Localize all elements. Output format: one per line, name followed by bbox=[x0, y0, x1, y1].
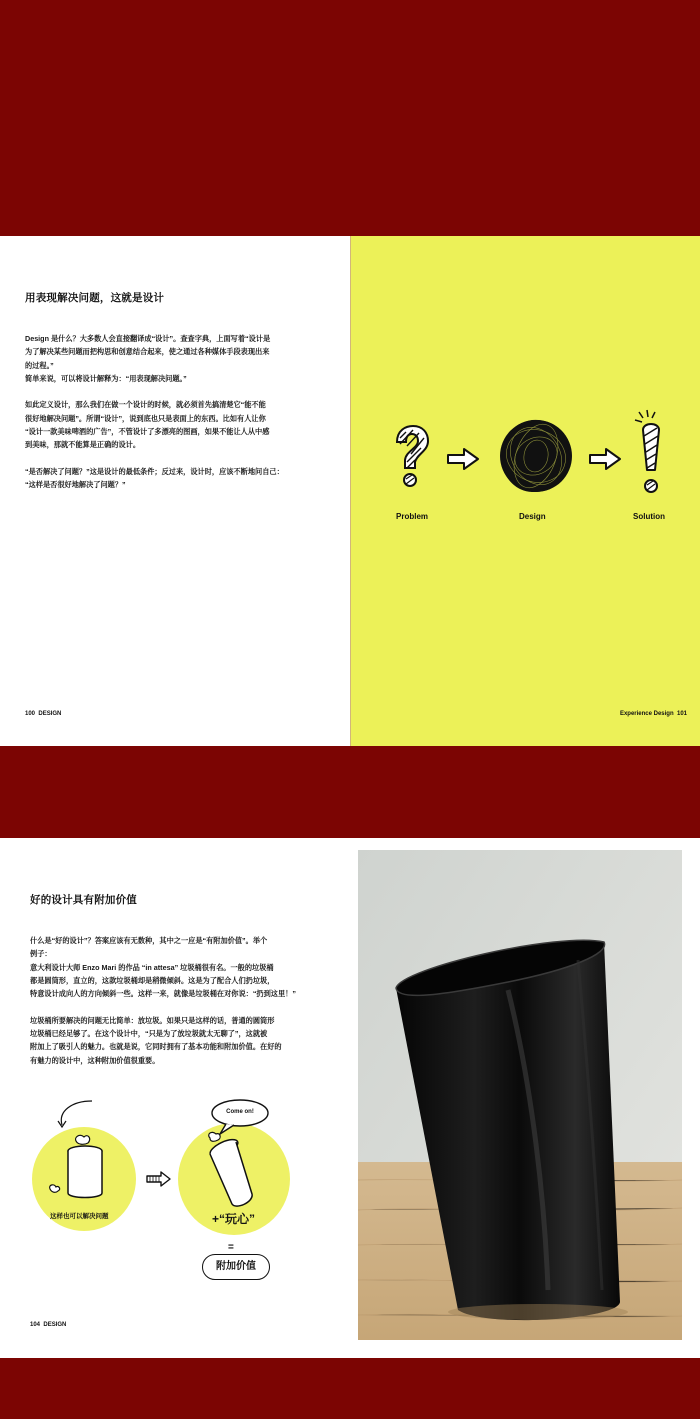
line: 到美味，那就不能算是正确的设计。 bbox=[25, 440, 141, 450]
page-number: 100 bbox=[25, 711, 36, 717]
page-100 bbox=[0, 236, 348, 746]
arrow-right-icon bbox=[146, 1171, 172, 1187]
line: 简单来说，可以将设计解释为：“用表现解决问题。” bbox=[25, 373, 187, 383]
scribble-ball-icon bbox=[496, 416, 576, 496]
page-heading: 用表现解决问题，这就是设计 bbox=[25, 292, 165, 304]
line: 垃圾桶所要解决的问题无比简单：放垃圾。如果只是这样的话，普通的圆筒形 bbox=[30, 1015, 275, 1025]
problem-label: Problem bbox=[396, 512, 429, 521]
equals-sign: = bbox=[228, 1242, 234, 1253]
speech-bubble-text: Come on! bbox=[226, 1109, 254, 1115]
page-101 bbox=[350, 236, 700, 746]
spread-pages-100-101 bbox=[0, 236, 700, 746]
question-mark-icon bbox=[391, 424, 431, 490]
section-name: DESIGN bbox=[43, 1322, 67, 1328]
line: 垃圾桶已经足够了。在这个设计中，“只是为了放垃圾就太无聊了”，这就被 bbox=[30, 1029, 268, 1039]
trash-can-tilted-icon bbox=[192, 1130, 272, 1220]
line: 什么是“好的设计”？答案应该有无数种，其中之一应是“有附加价值”。举个 bbox=[30, 936, 268, 945]
folio bbox=[620, 711, 687, 717]
line: 如此定义设计，那么我们在做一个设计的时候，就必须首先搞清楚它“能不能 bbox=[25, 400, 266, 410]
trash-can-upright-icon bbox=[40, 1093, 130, 1203]
arrow-right-icon bbox=[588, 447, 622, 471]
section-name: Experience Design bbox=[619, 711, 674, 717]
line: 特意设计成向人的方向倾斜一些。这样一来，就像是垃圾桶在对你说：“扔到这里！” bbox=[30, 989, 296, 999]
exclamation-mark-icon bbox=[633, 408, 667, 500]
line: Design 是什么？大多数人会直接翻译成“设计”。查查字典，上面写着“设计是 bbox=[25, 334, 271, 343]
paragraph-3 bbox=[25, 465, 325, 492]
line: 意大利设计大师 Enzo Mari 的作品 “in attesa” 垃圾桶很有名。一般的垃圾桶 bbox=[30, 962, 274, 972]
page-heading: 好的设计具有附加价值 bbox=[30, 894, 137, 906]
line: 的过程。” bbox=[25, 360, 54, 370]
page-number: 101 bbox=[676, 711, 687, 717]
line: 例子： bbox=[30, 949, 52, 959]
design-label: Design bbox=[519, 512, 546, 521]
paragraph-2 bbox=[25, 398, 325, 451]
arrow-right-icon bbox=[446, 447, 480, 471]
line: 都是圆筒形，直立的，这款垃圾桶却是稍微倾斜。这是为了配合人们扔垃圾， bbox=[30, 975, 275, 985]
line: 很好地解决问题”。所谓“设计”，说到底也只是表面上的东西。比如有人让你 bbox=[25, 413, 266, 423]
trash-can-photo bbox=[358, 850, 682, 1340]
line: “这样是否很好地解决了问题？” bbox=[25, 480, 126, 490]
solution-label: Solution bbox=[633, 512, 665, 521]
line: “设计一款美味啤酒的广告”，不管设计了多漂亮的图画，如果不能让人从中感 bbox=[25, 427, 270, 437]
line: 附加上了吸引人的魅力。也就是说，它同时拥有了基本功能和附加价值。在好的 bbox=[30, 1042, 282, 1052]
plus-label: +“玩心” bbox=[212, 1212, 256, 1226]
value-label: 附加价值 bbox=[202, 1254, 270, 1280]
folio bbox=[25, 711, 61, 717]
paragraph-1 bbox=[25, 332, 325, 385]
body-text bbox=[25, 332, 325, 505]
section-name: DESIGN bbox=[38, 711, 62, 717]
spread-pages-104 bbox=[0, 838, 700, 1358]
page-number: 104 bbox=[30, 1322, 41, 1328]
illustration bbox=[0, 838, 350, 1358]
left-caption: 这样也可以解决问题 bbox=[50, 1213, 109, 1220]
folio bbox=[30, 1322, 66, 1328]
line: “是否解决了问题？”这是设计的最低条件；反过来，设计时，应该不断地问自己： bbox=[25, 466, 284, 476]
line: 有魅力的设计中，这种附加价值很重要。 bbox=[30, 1055, 160, 1065]
line: 为了解决某些问题而把构思和创意结合起来，使之通过各种媒体手段表现出来 bbox=[25, 347, 270, 357]
